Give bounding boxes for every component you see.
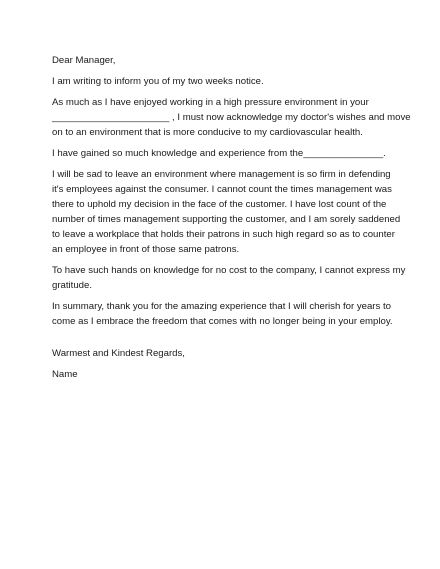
paragraph-line: I am writing to inform you of my two weeks notice.	[52, 76, 264, 87]
paragraph-knowledge	[52, 146, 404, 161]
salutation-text: Dear Manager,	[52, 55, 116, 66]
paragraph-line: I will be sad to leave an environment where management is so firm in defending	[52, 169, 391, 180]
paragraph-line: gratitude.	[52, 280, 93, 291]
paragraph-line: In summary, thank you for the amazing experience that I will cherish for years to	[52, 301, 391, 312]
paragraph-notice	[52, 74, 404, 89]
paragraph-line: To have such hands on knowledge for no cost to the company, I cannot express my	[52, 265, 406, 276]
paragraph-environment	[52, 95, 411, 140]
paragraph-management	[52, 167, 404, 257]
paragraph-line: an employee in front of those same patrons.	[52, 244, 240, 255]
signature-name: Name	[52, 369, 78, 380]
paragraph-line: it's employees against the consumer. I cannot count the times management was	[52, 184, 392, 195]
letter-body	[52, 53, 411, 388]
paragraph-line: ______________________ , I must now acknowledge my doctor's wishes and move	[52, 112, 411, 123]
paragraph-gratitude	[52, 263, 404, 293]
closing-text: Warmest and Kindest Regards,	[52, 348, 185, 359]
signature	[52, 367, 404, 382]
salutation	[52, 53, 404, 68]
paragraph-summary	[52, 299, 404, 329]
paragraph-line: on to an environment that is more conducive to my cardiovascular health.	[52, 127, 363, 138]
paragraph-line: As much as I have enjoyed working in a high pressure environment in your	[52, 97, 369, 108]
paragraph-line: number of times management supporting the customer, and I am sorely saddened	[52, 214, 401, 225]
paragraph-line: to leave a workplace that holds their patrons in such high regard so as to counter	[52, 229, 395, 240]
closing	[52, 346, 404, 361]
paragraph-line: I have gained so much knowledge and experience from the_______________.	[52, 148, 386, 159]
paragraph-line: there to uphold my decision in the face of the customer. I have lost count of the	[52, 199, 387, 210]
paragraph-line: come as I embrace the freedom that comes with no longer being in your employ.	[52, 316, 393, 327]
